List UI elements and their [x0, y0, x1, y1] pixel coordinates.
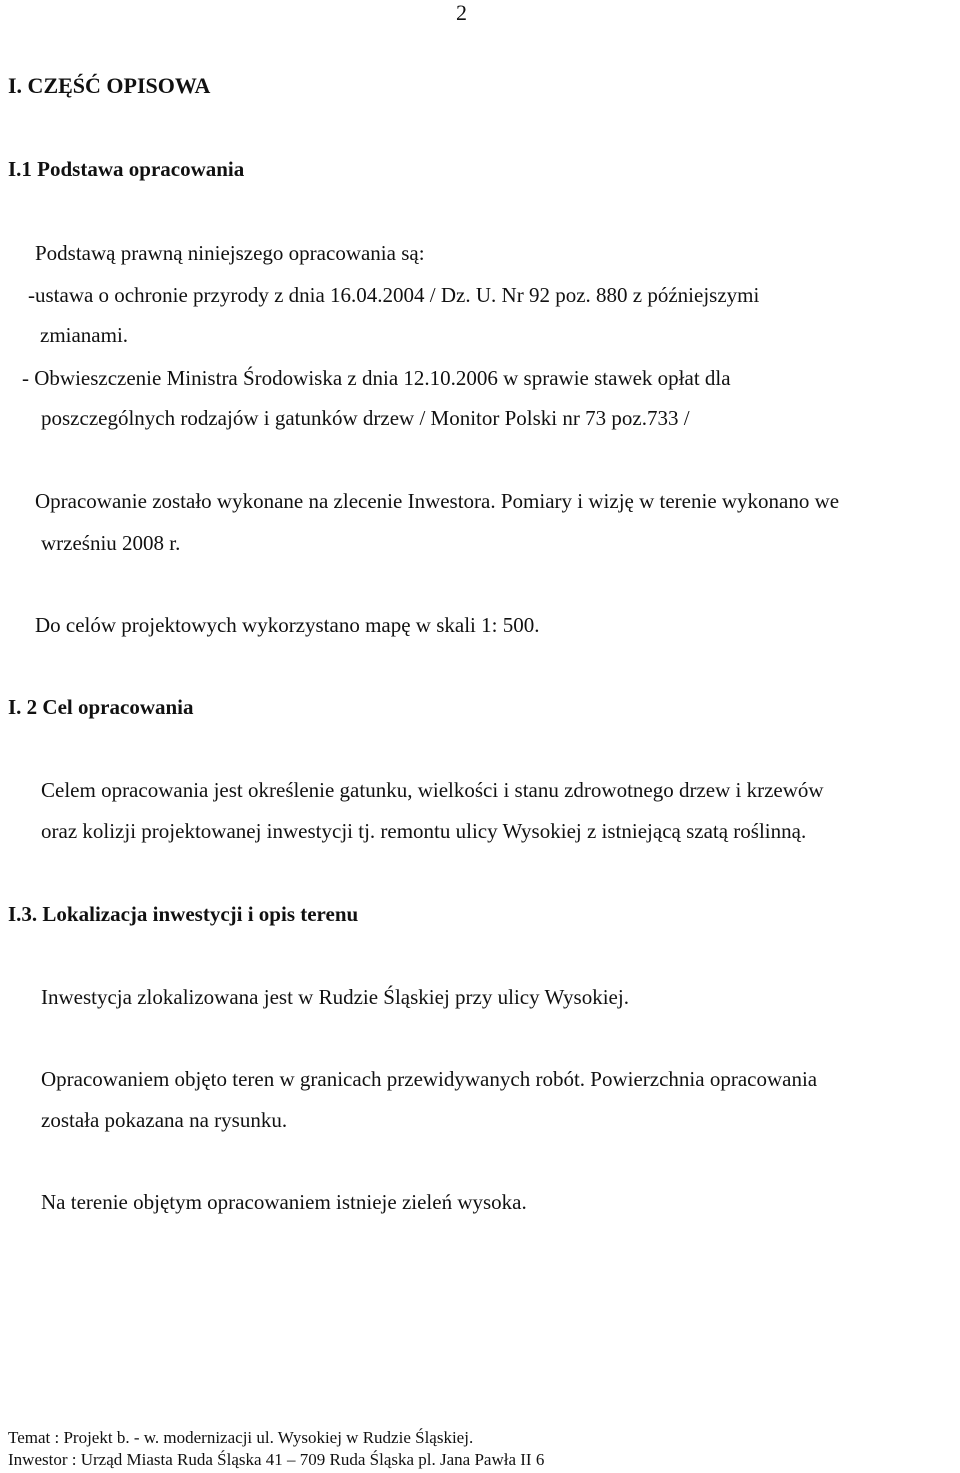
goal-para-line-1: Celem opracowania jest określenie gatunku, wielkości i stanu zdrowotnego drzew i krzewów	[41, 778, 824, 802]
heading-location: I.3. Lokalizacja inwestycji i opis terenu	[8, 902, 359, 926]
commission-para-line-1: Opracowanie zostało wykonane na zlecenie Inwestora. Pomiary i wizję w terenie wykonano we	[35, 489, 840, 513]
heading-basis: I.1 Podstawa opracowania	[8, 157, 245, 181]
scope-para-line-1: Opracowaniem objęto teren w granicach przewidywanych robót. Powierzchnia opracowania	[41, 1067, 818, 1091]
greenery-para: Na terenie objętym opracowaniem istnieje zieleń wysoka.	[41, 1190, 527, 1214]
heading-goal: I. 2 Cel opracowania	[8, 695, 194, 719]
map-scale-para: Do celów projektowych wykorzystano mapę w skali 1: 500.	[35, 613, 540, 637]
basis-item-2-line-1: - Obwieszczenie Ministra Środowiska z dnia 12.10.2006 w sprawie stawek opłat dla	[22, 366, 731, 390]
commission-para-line-2: wrześniu 2008 r.	[41, 531, 181, 555]
page-number: 2	[456, 0, 467, 25]
basis-intro: Podstawą prawną niniejszego opracowania są:	[35, 241, 425, 265]
basis-item-2-line-2: poszczególnych rodzajów i gatunków drzew / Monitor Polski nr 73 poz.733 /	[41, 406, 690, 430]
scope-para-line-2: została pokazana na rysunku.	[41, 1108, 288, 1132]
footer-investor: Inwestor : Urząd Miasta Ruda Śląska 41 – 709 Ruda Śląska pl. Jana Pawła II 6	[8, 1450, 545, 1469]
goal-para-line-2: oraz kolizji projektowanej inwestycji tj. remontu ulicy Wysokiej z istniejącą szatą roślinną.	[41, 819, 807, 843]
basis-item-1-line-2: zmianami.	[40, 323, 129, 347]
footer-subject: Temat : Projekt b. - w. modernizacji ul. Wysokiej w Rudzie Śląskiej.	[8, 1428, 474, 1447]
section-title: I. CZĘŚĆ OPISOWA	[8, 73, 211, 98]
basis-item-1-line-1: -ustawa o ochronie przyrody z dnia 16.04.2004 / Dz. U. Nr 92 poz. 880 z późniejszymi	[28, 283, 760, 307]
location-para: Inwestycja zlokalizowana jest w Rudzie Śląskiej przy ulicy Wysokiej.	[41, 985, 629, 1009]
